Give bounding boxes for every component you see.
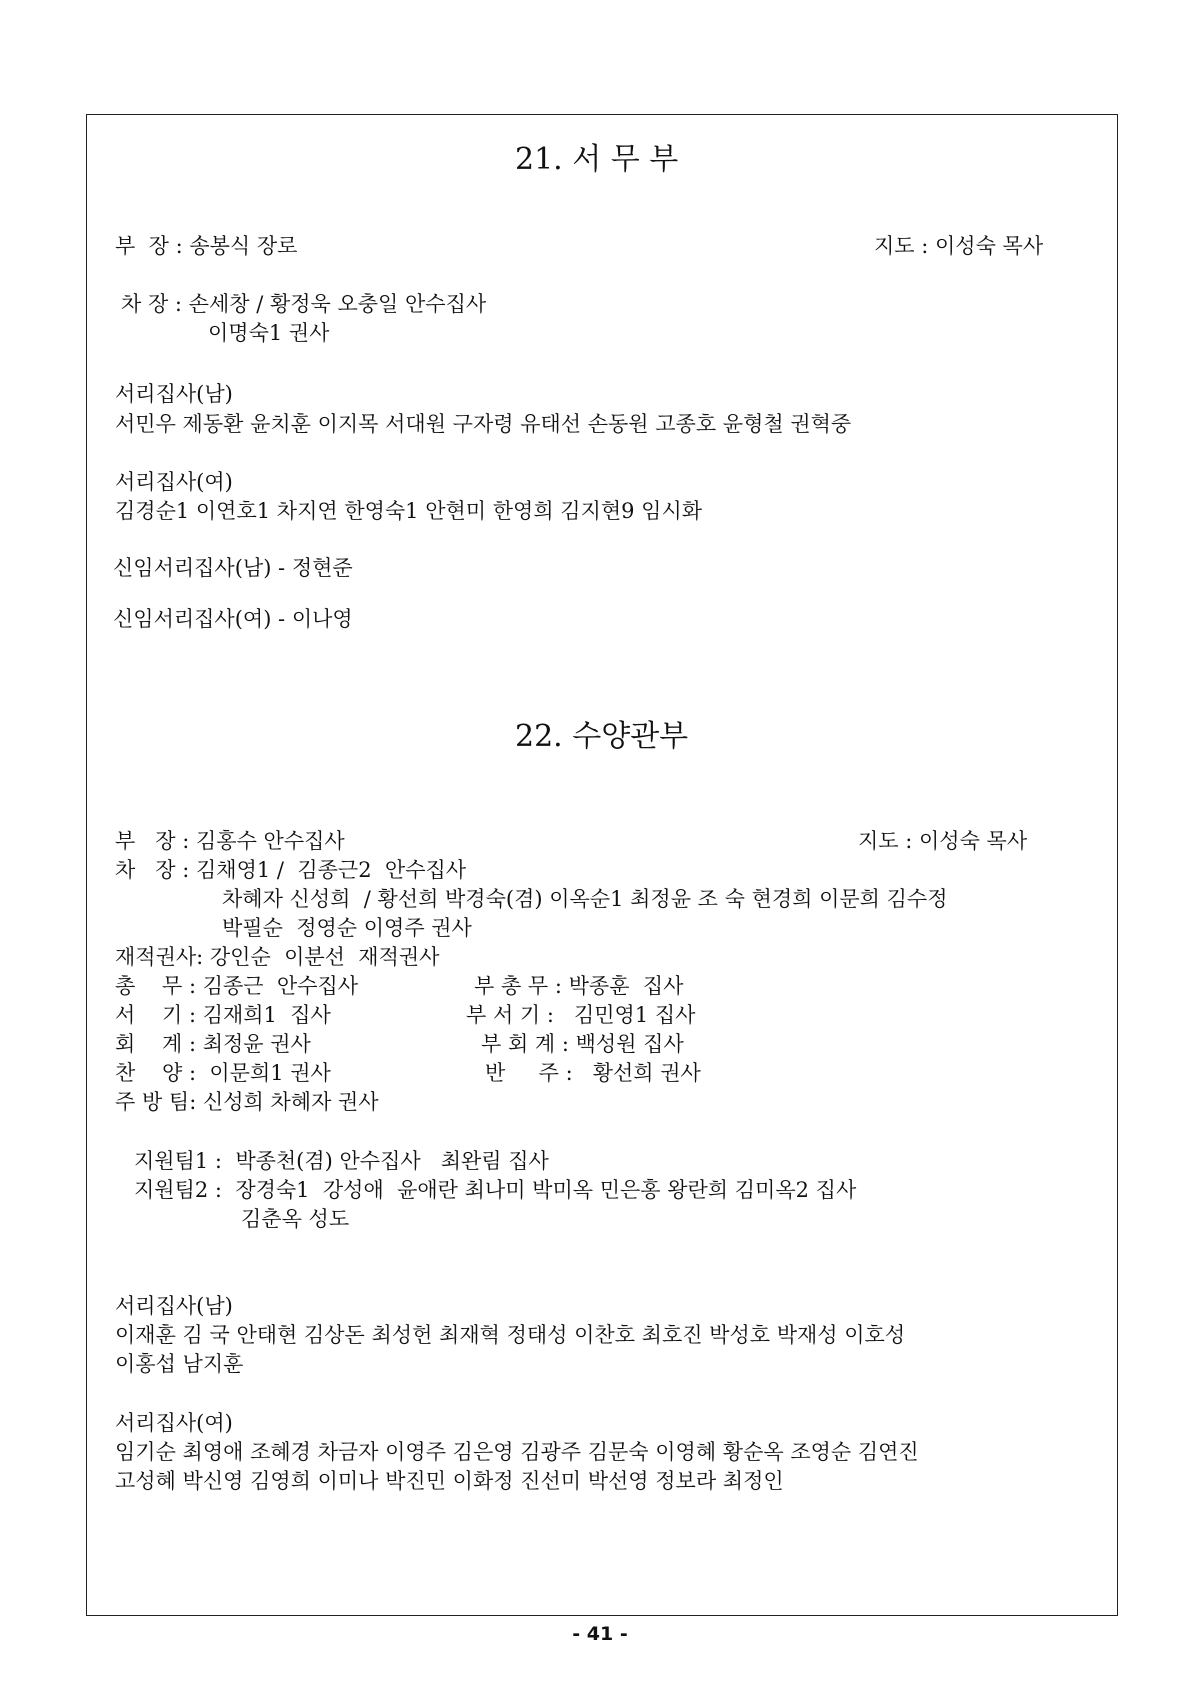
section22-male-label: 서리집사(남) [115,1294,233,1318]
role-deputy-treasurer: 부 회 계 : 백성원 집사 [481,1032,684,1056]
role-treasurer: 회 계 : 최정윤 권사 [115,1032,311,1056]
section22-female-members-1: 임기순 최영애 조혜경 차금자 이영주 김은영 김광주 김문숙 이영혜 황순옥 조영순 김연진 [115,1440,919,1464]
section21-head: 부 장 : 송봉식 장로 [115,234,298,258]
section22-head: 부 장 : 김홍수 안수집사 [115,829,345,853]
section22-vice-line1: 차 장 : 김채영1 / 김종근2 안수집사 [115,858,467,882]
section22-male-members-2: 이홍섭 남지훈 [115,1352,244,1376]
section22-support-team2: 지원팀2 : 장경숙1 강성애 윤애란 최나미 박미옥 민은홍 왕란희 김미옥2 집사 [134,1178,857,1202]
section21-male-label: 서리집사(남) [115,382,233,406]
role-general-affairs: 총 무 : 김종근 안수집사 [115,974,359,998]
section21-vice-line2: 이명숙1 권사 [208,321,330,345]
section21-female-members: 김경순1 이연호1 차지연 한영숙1 안현미 한영희 김지현9 임시화 [115,499,703,523]
section21-new-female: 신임서리집사(여) - 이나영 [113,607,353,631]
role-secretary: 서 기 : 김재희1 집사 [115,1003,331,1027]
section22-enrolled: 재적권사: 강인순 이분선 재적권사 [115,945,440,969]
role-praise: 찬 양 : 이문희1 권사 [115,1061,331,1085]
role-deputy-secretary: 부 서 기 : 김민영1 집사 [466,1003,696,1027]
section21-title: 21. 서 무 부 [515,142,679,177]
page-number: - 41 - [572,1623,628,1645]
role-deputy-general-affairs: 부 총 무 : 박종훈 집사 [474,974,684,998]
section22-female-label: 서리집사(여) [115,1411,233,1435]
section21-vice-line1: 차 장 : 손세창 / 황정욱 오충일 안수집사 [121,292,487,316]
section21-new-male: 신임서리집사(남) - 정현준 [113,556,353,580]
section22-male-members-1: 이재훈 김 국 안태현 김상돈 최성헌 최재혁 정태성 이찬호 최호진 박성호 박재성 이호성 [115,1323,906,1347]
section22-vice-line2: 차혜자 신성희 / 황선희 박경숙(겸) 이옥순1 최정윤 조 숙 현경희 이문희 김수정 [222,887,948,911]
section22-kitchen-team: 주 방 팀: 신성희 차혜자 권사 [115,1090,379,1114]
section21-advisor: 지도 : 이성숙 목사 [874,234,1044,258]
section21-female-label: 서리집사(여) [115,470,233,494]
section22-support-team1: 지원팀1 : 박종천(겸) 안수집사 최완림 집사 [134,1149,549,1173]
section22-title: 22. 수양관부 [515,719,689,754]
section22-female-members-2: 고성혜 박신영 김영희 이미나 박진민 이화정 진선미 박선영 정보라 최정인 [115,1469,784,1493]
role-accompanist: 반 주 : 황선희 권사 [485,1061,701,1085]
section22-support-team2-cont: 김춘옥 성도 [241,1207,350,1231]
section22-advisor: 지도 : 이성숙 목사 [858,829,1028,853]
section22-vice-line3: 박필순 정영순 이영주 권사 [222,916,472,940]
section21-male-members: 서민우 제동환 윤치훈 이지목 서대원 구자령 유태선 손동원 고종호 윤형철 권혁중 [115,412,852,436]
